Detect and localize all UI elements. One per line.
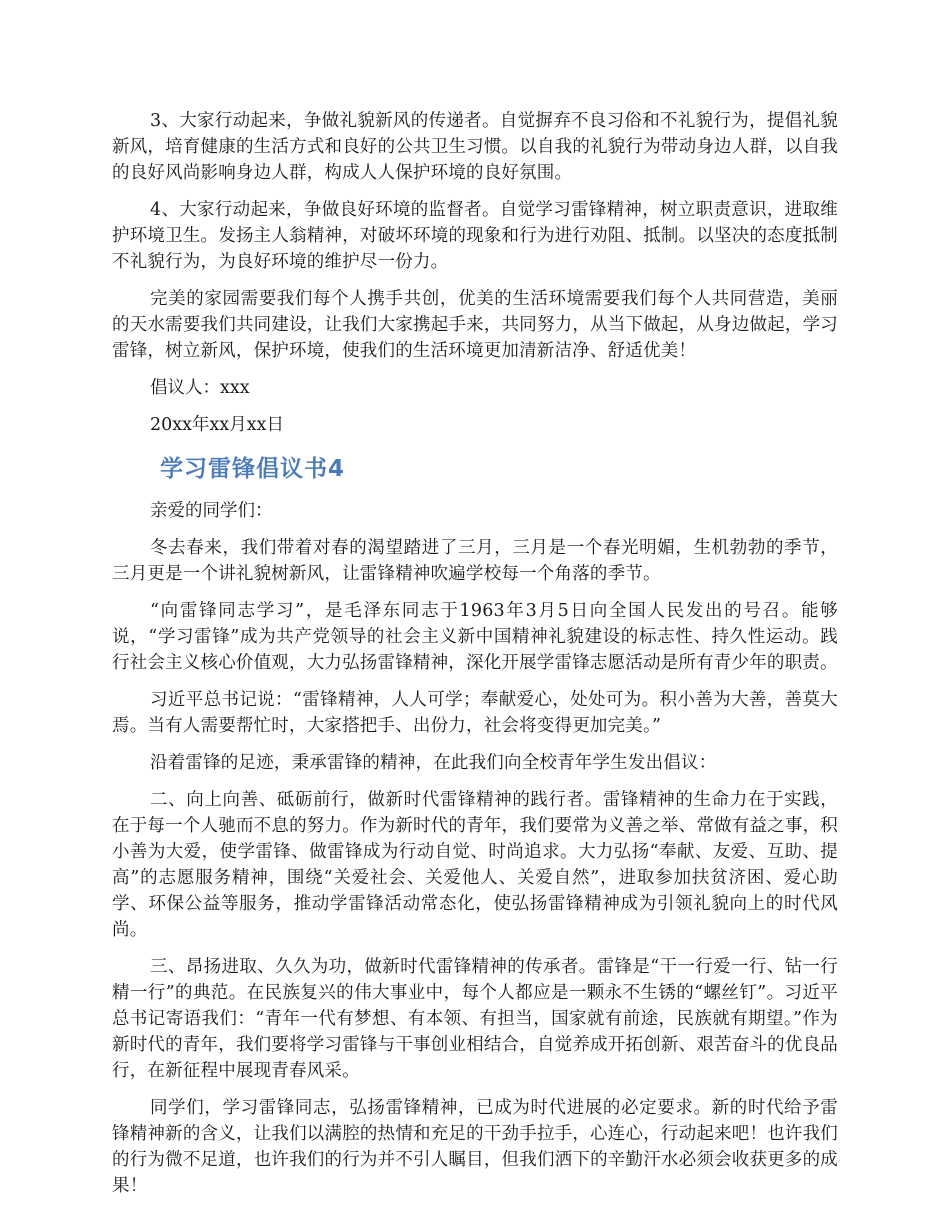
greeting: 亲爱的同学们： bbox=[150, 501, 273, 521]
paragraph-proposal-2: 二、向上向善、砥砺前行，做新时代雷锋精神的践行者。雷锋精神的生命力在于实践，在于每一个人驰而不息的努力。作为新时代的青年，我们要常为义善之举、常做有益之事，积小善为大爱，使学雷锋、做雷锋成为行动自觉、时尚追求。大力弘扬“奉献、友爱、互助、提高”的志愿服务精神，围绕“关爱社会、关爱他人、关爱自然”，进取参加扶贫济困、爱心助学、环保公益等服务，推动学雷锋活动常态化，使弘扬雷锋精神成为引领礼貌向上的时代风尚。 bbox=[112, 790, 838, 940]
date: 20xx年xx月xx日 bbox=[150, 415, 284, 435]
paragraph-item-4: 4、大家行动起来，争做良好环境的监督者。自觉学习雷锋精神，树立职责意识，进取维护环境卫生。发扬主人翁精神，对破坏环境的现象和行为进行劝阻、抵制。以坚决的态度抵制不礼貌行为，为良好环境的维护尽一份力。 bbox=[112, 200, 838, 272]
paragraph-history: “向雷锋同志学习”，是毛泽东同志于1963年3月5日向全国人民发出的号召。能够说，“学习雷锋”成为共产党领导的社会主义新中国精神礼貌建设的标志性、持久性运动。践行社会主义核心价值观，大力弘扬雷锋精神，深化开展学雷锋志愿活动是所有青少年的职责。 bbox=[112, 601, 838, 673]
paragraph-conclusion: 同学们，学习雷锋同志，弘扬雷锋精神，已成为时代进展的必定要求。新的时代给予雷锋精神新的含义，让我们以满腔的热情和充足的干劲手拉手，心连心，行动起来吧！也许我们的行为微不足道，也许我们的行为并不引人瞩目，但我们洒下的辛勤汗水必须会收获更多的成果！ bbox=[112, 1098, 838, 1196]
paragraph-proposal-lead: 沿着雷锋的足迹，秉承雷锋的精神，在此我们向全校青年学生发出倡议： bbox=[150, 753, 717, 773]
document-page bbox=[112, 108, 838, 1210]
paragraph-proposal-3: 三、昂扬进取、久久为功，做新时代雷锋精神的传承者。雷锋是“干一行爱一行、钻一行精一行”的典范。在民族复兴的伟大事业中，每个人都应是一颗永不生锈的“螺丝钉”。习近平总书记寄语我们：“青年一代有梦想、有本领、有担当，国家就有前途，民族就有期望。”作为新时代的青年，我们要将学习雷锋与干事创业相结合，自觉养成开拓创新、艰苦奋斗的优良品行，在新征程中展现青春风采。 bbox=[112, 957, 838, 1081]
paragraph-closing: 完美的家园需要我们每个人携手共创，优美的生活环境需要我们每个人共同营造，美丽的天水需要我们共同建设，让我们大家携起手来，共同努力，从当下做起，从身边做起，学习雷锋，树立新风，保护环境，使我们的生活环境更加清新洁净、舒适优美！ bbox=[112, 289, 838, 361]
section-heading: 学习雷锋倡议书4 bbox=[160, 456, 346, 482]
paragraph-quote: 习近平总书记说：“雷锋精神，人人可学；奉献爱心，处处可为。积小善为大善，善莫大焉。当有人需要帮忙时，大家搭把手、出份力，社会将变得更加完美。” bbox=[112, 690, 838, 736]
paragraph-intro: 冬去春来，我们带着对春的渴望踏进了三月，三月是一个春光明媚，生机勃勃的季节，三月更是一个讲礼貌树新风，让雷锋精神吹遍学校每一个角落的季节。 bbox=[112, 538, 838, 584]
signer: 倡议人：xxx bbox=[150, 378, 250, 398]
paragraph-item-3: 3、大家行动起来，争做礼貌新风的传递者。自觉摒弃不良习俗和不礼貌行为，提倡礼貌新风，培育健康的生活方式和良好的公共卫生习惯。以自我的礼貌行为带动身边人群，以自我的良好风尚影响身边人群，构成人人保护环境的良好氛围。 bbox=[112, 111, 838, 183]
